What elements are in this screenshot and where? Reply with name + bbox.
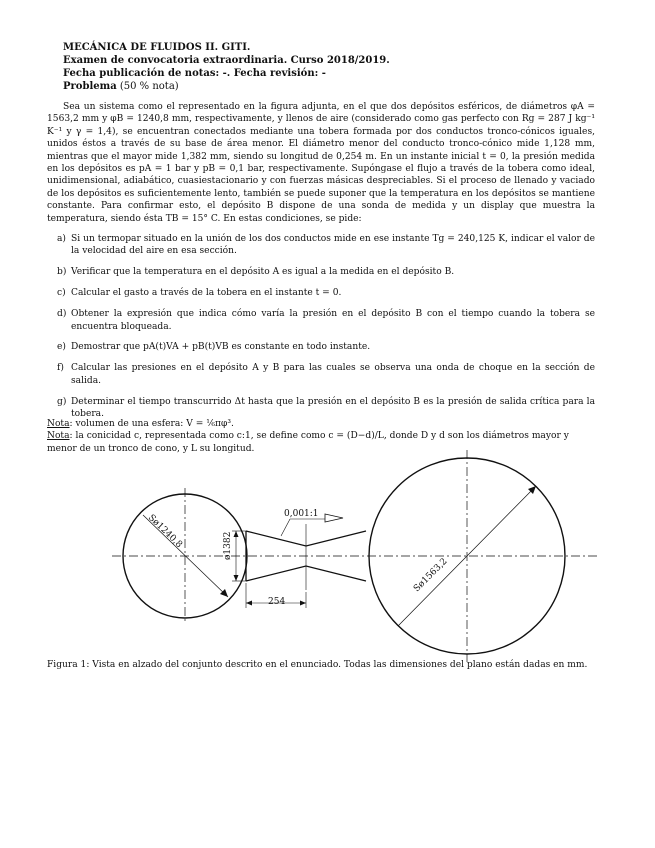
intro-paragraph: Sea un sistema como el representado en la figura adjunta, en el que dos depósitos esféricos, de diámetros φA = 1563,2 mm y φB = 1240,8 mm, respectivamente, y llenos de aire (considerado como gas perfecto con Rg = 287 J kg⁻¹ K⁻¹ y γ = 1,4), se encuentran conectados mediante una tobera formada por dos conductos tronco-cónicos iguales, unidos éstos a través de su base de área menor. El diámetro menor del conducto tronco-cónico mide 1,128 mm, mientras que el mayor mide 1,382 mm, siendo su longitud de 0,254 m. En un instante inicial t = 0, la presión medida en los depósitos es pA = 1 bar y pB = 0,1 bar, respectivamente. Supóngase el flujo a través de la tobera como ideal, unidimensional, adiabático, cuasiestacionario y con fuerzas másicas despreciables. Si el proceso de llenado y vaciado de los depósitos es suficientemente lento, también se puede suponer que la temperatura en los depósitos se mantiene constante. Para confirmar esto, el depósito B dispone de una sonda de medida y un display que muestra la temperatura, siendo ésta TB = 15° C. En estas condiciones, se pide: xyxy=(47,102,595,224)
left-diameter-label: Sø1240,8 xyxy=(145,512,184,551)
problem-label: Problema xyxy=(63,81,117,92)
length-label: 254 xyxy=(268,597,286,607)
figure-caption: Figura 1: Vista en alzado del conjunto descrito en el enunciado. Todas las dimensiones del plano están dadas en mm. xyxy=(47,660,588,670)
question-item: b) Verificar que la temperatura en el depósito A es igual a la medida en el depósito B. xyxy=(57,267,455,278)
question-item: d) Obtener la expresión que indica cómo varía la presión en el depósito B con el tiempo cuando la tobera se encuentra bloqueada. xyxy=(57,309,595,332)
question-item: g) Determinar el tiempo transcurrido Δt hasta que la presión en el depósito B es la presión de salida crítica para la tobera. xyxy=(57,396,595,420)
question-item: f) Calcular las presiones en el depósito A y B para las cuales se observa una onda de choque en la sección de salida. xyxy=(57,363,595,386)
note-label: Nota xyxy=(47,419,70,429)
dates-line: Fecha publicación de notas: -. Fecha revisión: - xyxy=(63,68,326,79)
conicity-symbol xyxy=(325,514,343,522)
throat-diameter-label: ø1382 xyxy=(223,531,233,560)
problem-weight: (50 % nota) xyxy=(119,81,179,92)
note-label: Nota xyxy=(47,431,70,442)
conicity-label: 0,001:1 xyxy=(284,509,319,519)
question-item: a) Si un termopar situado en la unión de los dos conductos mide en ese instante Tg = 240,125 K, indicar el valor de la velocidad del aire en esa sección. xyxy=(57,234,595,257)
question-item: e) Demostrar que pA(t)VA + pB(t)VB es constante en todo instante. xyxy=(57,342,371,353)
exam-title: Examen de convocatoria extraordinaria. Curso 2018/2019. xyxy=(63,55,390,66)
course-title: MECÁNICA DE FLUIDOS II. GITI. xyxy=(63,42,251,53)
question-item: c) Calcular el gasto a través de la tobera en el instante t = 0. xyxy=(57,288,342,299)
right-diameter-label: Sø1563,2 xyxy=(412,556,450,595)
note-sphere-volume: : volumen de una esfera: V = ⅙πφ³. xyxy=(69,419,234,429)
note-conicity: : la conicidad c, representada como c:1, se define como c = (D−d)/L, donde D y d son los diámetros mayor y menor de un tronco de cono, y L su longitud. xyxy=(47,431,569,454)
